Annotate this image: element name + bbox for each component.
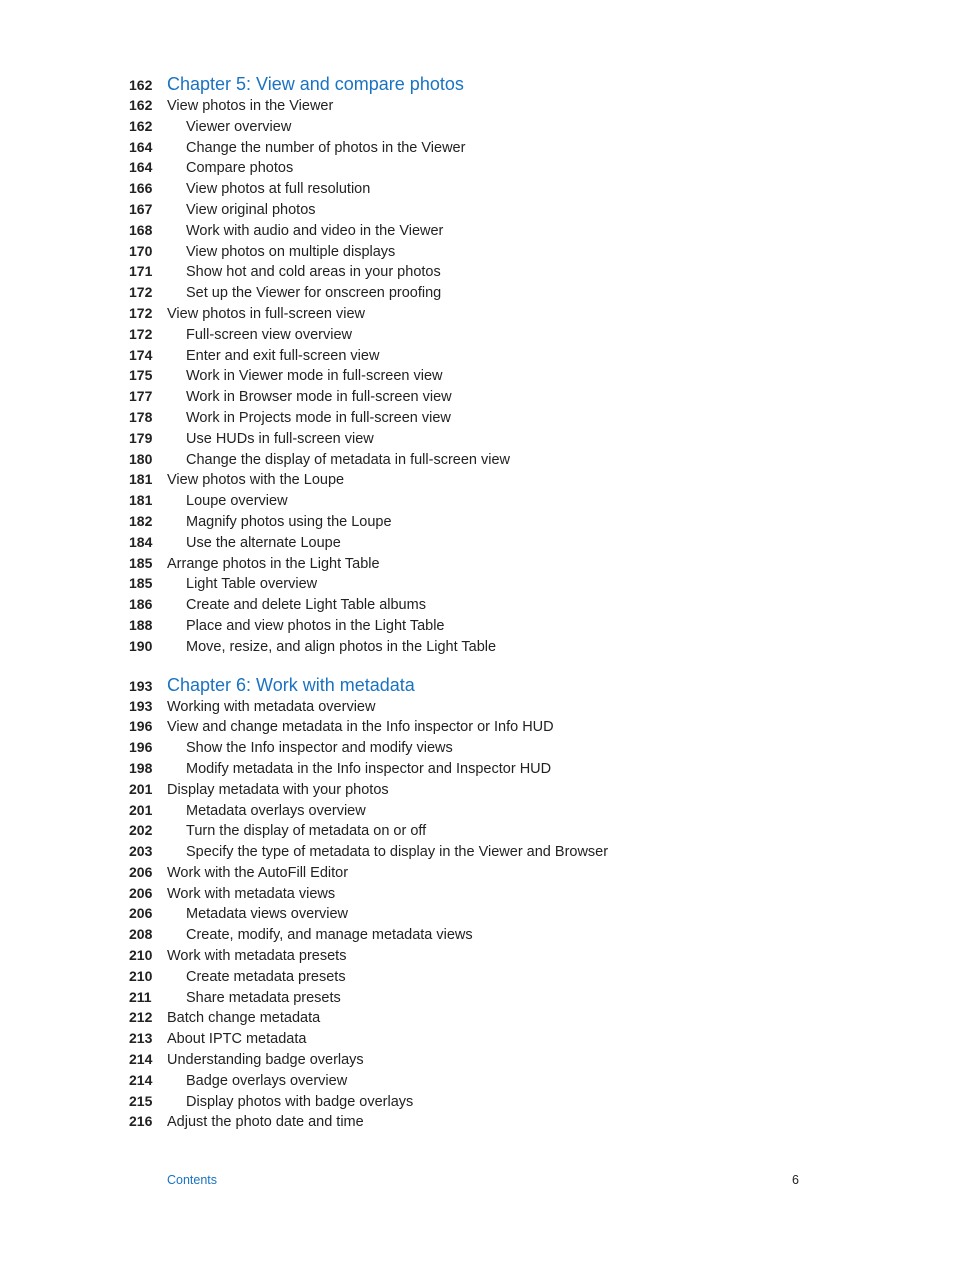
toc-entry[interactable] (129, 737, 829, 758)
entry-title: Badge overlays overview (186, 1072, 348, 1089)
page-ref: 190 (129, 637, 153, 654)
toc-entry[interactable] (129, 303, 829, 324)
page-ref: 162 (129, 77, 153, 93)
toc-entry[interactable] (129, 758, 829, 779)
toc-entry[interactable] (129, 282, 829, 303)
page-ref: 211 (129, 988, 152, 1005)
toc-entry[interactable] (129, 469, 829, 490)
chapter-section (129, 72, 829, 657)
entry-title: About IPTC metadata (167, 1031, 307, 1048)
entry-title: Work with the AutoFill Editor (167, 864, 349, 881)
toc-entry[interactable] (129, 820, 829, 841)
entry-title: Light Table overview (186, 576, 318, 593)
toc-entry[interactable] (129, 800, 829, 821)
toc-entry[interactable] (129, 987, 829, 1008)
page-ref: 180 (129, 450, 153, 467)
page-ref: 206 (129, 863, 153, 880)
toc-entry[interactable] (129, 95, 829, 116)
toc-entry[interactable] (129, 924, 829, 945)
page-ref: 208 (129, 926, 153, 943)
page-ref: 185 (129, 554, 153, 571)
page-ref: 171 (129, 263, 153, 280)
entry-title: View original photos (186, 201, 316, 218)
page-ref: 215 (129, 1092, 153, 1109)
toc-entry[interactable] (129, 511, 829, 532)
entry-title: View photos in full-screen view (167, 305, 365, 322)
entry-title: Display photos with badge overlays (186, 1093, 414, 1110)
page-footer (167, 1173, 799, 1187)
entry-title: Create metadata presets (186, 968, 346, 985)
entry-title: Arrange photos in the Light Table (167, 555, 380, 572)
toc-entry[interactable] (129, 696, 829, 717)
page-ref: 214 (129, 1071, 153, 1088)
entry-title: Work with metadata views (167, 885, 336, 902)
entry-title: Change the display of metadata in full-screen view (186, 451, 511, 468)
page-ref: 174 (129, 346, 153, 363)
page-ref: 181 (129, 471, 153, 488)
entry-title: Metadata views overview (186, 906, 348, 923)
page-ref: 175 (129, 367, 153, 384)
entry-title: Loupe overview (186, 493, 288, 510)
page-ref: 167 (129, 200, 153, 217)
page-ref: 164 (129, 138, 153, 155)
toc-entry[interactable] (129, 903, 829, 924)
page-ref: 214 (129, 1051, 153, 1068)
entry-title: Viewer overview (186, 118, 292, 135)
entry-title: Enter and exit full-screen view (186, 347, 380, 364)
page-ref: 162 (129, 117, 153, 134)
page-ref: 177 (129, 388, 153, 405)
page-number: 6 (792, 1173, 799, 1187)
toc-entry[interactable] (129, 615, 829, 636)
toc-entry[interactable] (129, 779, 829, 800)
entry-title: Share metadata presets (186, 989, 341, 1006)
page-ref: 172 (129, 304, 153, 321)
toc-entry[interactable] (129, 883, 829, 904)
toc-entry[interactable] (129, 407, 829, 428)
toc-entry[interactable] (129, 573, 829, 594)
page-ref: 196 (129, 739, 153, 756)
page-ref: 210 (129, 947, 153, 964)
toc-entry[interactable] (129, 116, 829, 137)
page-ref: 178 (129, 408, 153, 425)
entry-title: Metadata overlays overview (186, 802, 366, 819)
toc-entry[interactable] (129, 428, 829, 449)
entry-title: Batch change metadata (167, 1010, 321, 1027)
entry-title: Place and view photos in the Light Table (186, 617, 445, 634)
entry-title: Work in Viewer mode in full-screen view (186, 368, 443, 385)
page-ref: 188 (129, 616, 153, 633)
page-ref: 206 (129, 884, 153, 901)
page-ref: 164 (129, 159, 153, 176)
entry-title: Understanding badge overlays (167, 1052, 364, 1069)
entry-title: View photos with the Loupe (167, 472, 345, 489)
page-ref: 198 (129, 759, 153, 776)
page-ref: 196 (129, 718, 153, 735)
entry-title: View photos in the Viewer (167, 98, 334, 114)
page-ref: 162 (129, 97, 153, 113)
toc-entry[interactable] (129, 178, 829, 199)
toc-entry[interactable] (129, 636, 829, 657)
page-ref: 172 (129, 325, 153, 342)
entry-title: Turn the display of metadata on or off (186, 823, 427, 840)
toc-entry[interactable] (129, 532, 829, 553)
entry-title: Set up the Viewer for onscreen proofing (186, 285, 442, 302)
entry-title: Move, resize, and align photos in the Light Table (186, 638, 497, 655)
toc-entry[interactable] (129, 157, 829, 178)
chapter-title: Chapter 6: Work with metadata (167, 674, 415, 695)
page-ref: 201 (129, 801, 153, 818)
entry-title: Use HUDs in full-screen view (186, 430, 374, 447)
page-ref: 212 (129, 1009, 153, 1026)
toc-entry[interactable] (129, 553, 829, 574)
toc-entry[interactable] (129, 261, 829, 282)
toc-entry[interactable] (129, 1111, 829, 1132)
page-ref: 186 (129, 596, 153, 613)
entry-title: Work in Projects mode in full-screen view (186, 409, 451, 426)
toc-entry[interactable] (129, 324, 829, 345)
entry-title: Full-screen view overview (186, 326, 352, 343)
toc-entry[interactable] (129, 1007, 829, 1028)
entry-title: Use the alternate Loupe (186, 534, 341, 551)
toc-entry[interactable] (129, 1070, 829, 1091)
page-ref: 202 (129, 822, 153, 839)
entry-title: Working with metadata overview (167, 698, 376, 715)
chapter-heading[interactable] (129, 72, 829, 96)
entry-title: Work with metadata presets (167, 948, 347, 965)
chapter-heading[interactable] (129, 673, 829, 697)
entry-title: Create and delete Light Table albums (186, 597, 426, 614)
entry-title: Compare photos (186, 160, 294, 177)
table-of-contents (129, 72, 829, 1132)
page-ref: 193 (129, 697, 153, 714)
toc-entry[interactable] (129, 945, 829, 966)
entry-title: Show hot and cold areas in your photos (186, 264, 441, 281)
entry-title: Magnify photos using the Loupe (186, 513, 392, 530)
toc-entry[interactable] (129, 1091, 829, 1112)
page-ref: 213 (129, 1030, 153, 1047)
page-ref: 206 (129, 905, 153, 922)
page-ref: 193 (129, 677, 153, 694)
toc-entry[interactable] (129, 1049, 829, 1070)
page-ref: 182 (129, 512, 153, 529)
entry-title: View photos at full resolution (186, 181, 371, 198)
toc-entry[interactable] (129, 137, 829, 158)
footer-contents-link[interactable]: Contents (167, 1173, 218, 1187)
toc-entry[interactable] (129, 449, 829, 470)
toc-entry[interactable] (129, 345, 829, 366)
toc-entry[interactable] (129, 365, 829, 386)
page-ref: 179 (129, 429, 153, 446)
toc-entry[interactable] (129, 199, 829, 220)
entry-title: View photos on multiple displays (186, 243, 396, 260)
toc-entry[interactable] (129, 386, 829, 407)
toc-entry[interactable] (129, 594, 829, 615)
page-ref: 216 (129, 1113, 153, 1130)
entry-title: Work with audio and video in the Viewer (186, 222, 444, 239)
toc-entry[interactable] (129, 716, 829, 737)
entry-title: View and change metadata in the Info inspector or Info HUD (167, 719, 554, 736)
entry-title: Show the Info inspector and modify views (186, 740, 453, 757)
page-ref: 168 (129, 221, 153, 238)
entry-title: Display metadata with your photos (167, 781, 389, 798)
toc-entry[interactable] (129, 220, 829, 241)
entry-title: Change the number of photos in the Viewer (186, 139, 466, 156)
entry-title: Modify metadata in the Info inspector and Inspector HUD (186, 760, 552, 777)
toc-entry[interactable] (129, 1028, 829, 1049)
entry-title: Adjust the photo date and time (167, 1114, 364, 1131)
page-ref: 172 (129, 284, 153, 301)
page-ref: 203 (129, 843, 153, 860)
toc-entry[interactable] (129, 966, 829, 987)
entry-title: Create, modify, and manage metadata views (186, 927, 473, 944)
chapter-title: Chapter 5: View and compare photos (167, 74, 464, 94)
page-ref: 201 (129, 780, 153, 797)
chapter-section (129, 673, 829, 1133)
page-ref: 166 (129, 180, 153, 197)
entry-title: Specify the type of metadata to display in the Viewer and Browser (186, 844, 609, 861)
toc-entry[interactable] (129, 490, 829, 511)
entry-title: Work in Browser mode in full-screen view (186, 389, 452, 406)
page-ref: 170 (129, 242, 153, 259)
page-ref: 210 (129, 967, 153, 984)
toc-entry[interactable] (129, 841, 829, 862)
page-ref: 181 (129, 492, 153, 509)
toc-entry[interactable] (129, 862, 829, 883)
page-ref: 185 (129, 575, 153, 592)
toc-entry[interactable] (129, 241, 829, 262)
page-ref: 184 (129, 533, 153, 550)
